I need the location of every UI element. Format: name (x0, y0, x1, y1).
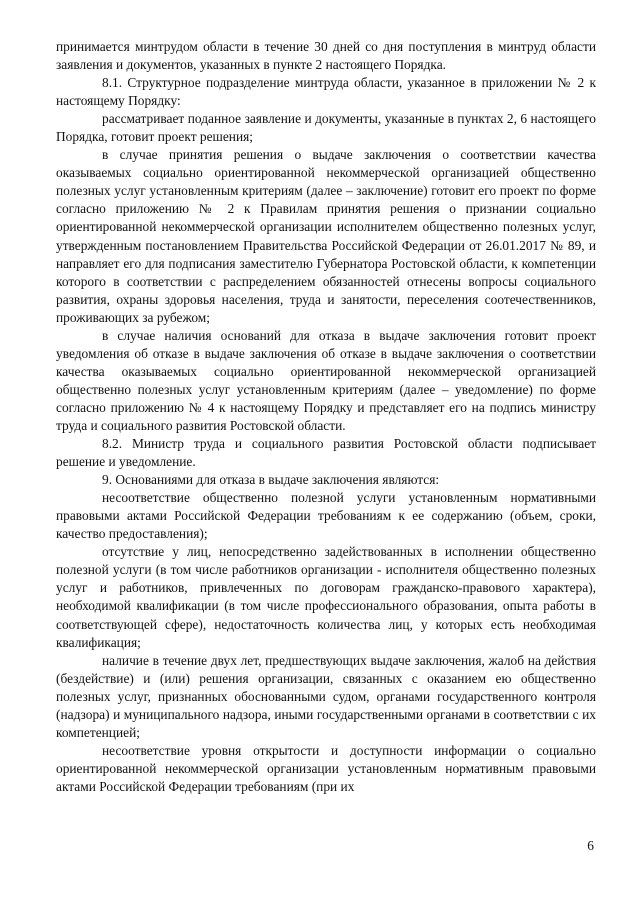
paragraph-refusal-notice: в случае наличия оснований для отказа в выдаче заключения готовит проект уведомления об отказе в выдаче заключения об отказе в выдаче заключения о соответствии качества оказываемых социально ориентированной некоммерческой организацией общественно полезных услуг установленным критериям (далее – уведомление) по форме согласно приложению № 4 к настоящему Порядку и представляет его на подпись министру труда и социального развития Ростовской области. (56, 327, 596, 433)
paragraph-ground-complaints: наличие в течение двух лет, предшествующих выдаче заключения, жалоб на действия (бездействие) и (или) решения организации, связанных с оказанием ею общественно полезных услуг, признанных обоснованными судом, органами государственного контроля (надзора) и муниципального надзора, иными государственными органами в соответствии с их компетенцией; (56, 652, 596, 740)
document-page (56, 38, 596, 796)
paragraph-8-1: 8.1. Структурное подразделение минтруда области, указанное в приложении № 2 к настоящему Порядку: (56, 75, 596, 109)
paragraph-reviews-application: рассматривает поданное заявление и документы, указанные в пунктах 2, 6 настоящего Порядка, готовит проект решения; (56, 111, 596, 145)
paragraph-issue-decision: в случае принятия решения о выдаче заключения о соответствии качества оказываемых социально ориентированной некоммерческой организацией общественно полезных услуг установленным критериям (далее – заключение) готовит его проект по форме согласно приложению № 2 к Правилам принятия решения о признании социально ориентированной некоммерческой организации исполнителем общественно полезных услуг, утвержденным постановлением Правительства Российской Федерации от 26.01.2017 № 89, и направляет его для подписания заместителю Губернатора Ростовской области, к компетенции которого в соответствии с распределением обязанностей отнесены вопросы социального развития, охраны здоровья населения, труда и занятости, переселения соотечественников, проживающих за рубежом; (56, 147, 596, 325)
paragraph-ground-openness: несоответствие уровня открытости и доступности информации о социально ориентированной некоммерческой организации установленным нормативным правовыми актами Российской Федерации требованиям (при их (56, 742, 596, 794)
paragraph-9: 9. Основаниями для отказа в выдаче заключения являются: (102, 472, 440, 488)
paragraph-8-2: 8.2. Министр труда и социального развития Ростовской области подписывает решение и уведомление. (56, 436, 596, 470)
page-number: 6 (587, 838, 594, 853)
paragraph-continuation: принимается минтрудом области в течение 30 дней со дня поступления в минтруд области заявления и документов, указанных в пункте 2 настоящего Порядка. (56, 39, 596, 73)
paragraph-ground-qualification: отсутствие у лиц, непосредственно задействованных в исполнении общественно полезной услуги (в том числе работников организации - исполнителя общественно полезных услуг и работников, привлеченных по договорам гражданско-правового характера), необходимой квалификации (в том числе профессионального образования, опыта работы в соответствующей сфере), недостаточность количества лиц, у которых есть необходимая квалификация; (56, 544, 596, 650)
paragraph-ground-content: несоответствие общественно полезной услуги установленным нормативными правовыми актами Российской Федерации требованиям к ее содержанию (объем, сроки, качество предоставления); (56, 490, 596, 542)
